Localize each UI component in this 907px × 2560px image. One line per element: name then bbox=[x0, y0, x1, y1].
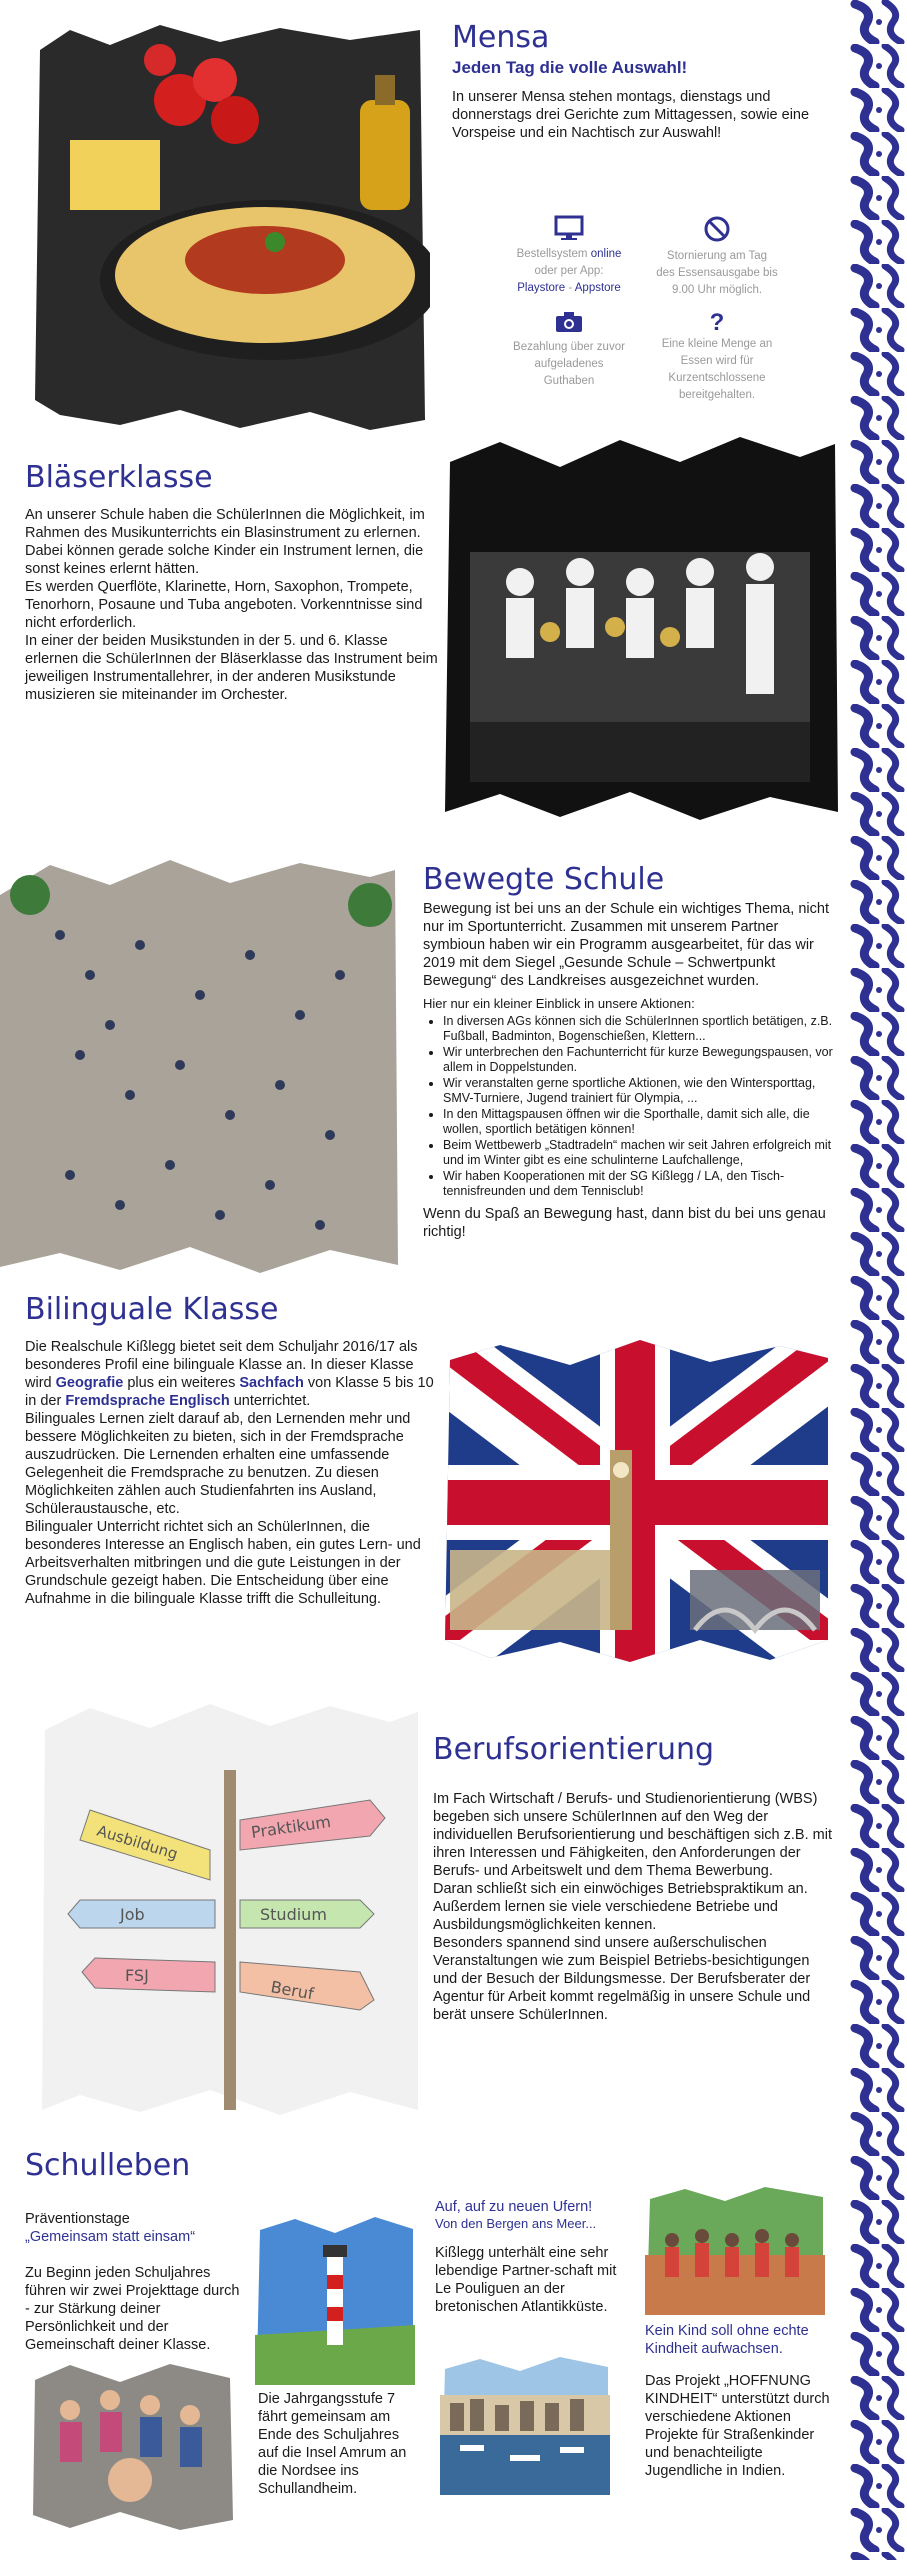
praevention-label: Präventionstage bbox=[25, 2211, 130, 2227]
extra-line3: Kurzentschlossene bbox=[668, 372, 766, 384]
order-line2: oder per App: bbox=[534, 265, 604, 277]
blaeser-p1: An unserer Schule haben die SchülerInnen die Möglichkeit, im Rahmen des Musikunterrichts ein Blasinstrument zu erlernen. Dabei können gerade solche Kinder ein Instrument lernen, die sonst keines erlernt hätten. bbox=[25, 507, 425, 577]
ufer-text: Kißlegg unterhält eine sehr lebendige Partner-schaft mit Le Pouliguen an der bretonischen Atlantikküste. bbox=[435, 2245, 617, 2315]
mensa-feature-extra bbox=[642, 310, 792, 404]
question-icon: ? bbox=[709, 309, 725, 336]
payment-line3: Guthaben bbox=[543, 375, 595, 387]
list-item: • In diversen AGs können sich die SchülerInnen sportlich betätigen, z.B. Fußball, Badminton, Bogenschießen, Klettern... bbox=[443, 1014, 833, 1044]
blaeser-p3: In einer der beiden Musikstunden in der 5. und 6. Klasse erlernen die SchülerInnen der Bläserklasse das Instrument beim jeweiligen Instrumentallehrer, in der anderen Musikstunde musizieren sie miteinander im Orchester. bbox=[25, 633, 438, 703]
praevention-text: Zu Beginn jeden Schuljahres führen wir zwei Projekttage durch - zur Stärkung deiner Persönlichkeit und der Gemeinschaft deiner Klasse. bbox=[25, 2265, 240, 2353]
playstore-link[interactable]: Playstore bbox=[517, 282, 566, 294]
mensa-feature-payment bbox=[494, 310, 644, 390]
bilingual-p1-part: von Klasse 5 bis 10 in der bbox=[25, 1375, 434, 1409]
link-separator: - bbox=[565, 282, 575, 294]
bilingual-p2: Bilinguales Lernen zielt darauf ab, den Lernenden mehr und bessere Möglichkeiten zu bieten, sich in der Fremdsprache auszudrücken. Die Lernenden erhalten eine umfassende Gelegenheit die Fremdsprache zu benutzen. Zu diesen Möglichkeiten zählen auch Studienfahrten ins Ausland, Schüleraustausche, etc. bbox=[25, 1411, 411, 1517]
subject-geography: Geografie bbox=[55, 1375, 124, 1391]
blaeser-title: Bläserklasse bbox=[25, 460, 213, 495]
online-link[interactable]: online bbox=[590, 248, 622, 260]
mensa-feature-cancel bbox=[642, 215, 792, 299]
bewegt-lead: Hier nur ein kleiner Einblick in unsere Aktionen: bbox=[423, 996, 695, 1011]
mensa-food-image bbox=[30, 20, 430, 430]
sign-beruf: Beruf bbox=[269, 1977, 316, 2004]
beruf-text bbox=[433, 1790, 833, 2024]
bewegt-outro: Wenn du Spaß an Bewegung hast, dann bist du bei uns genau richtig! bbox=[423, 1206, 826, 1240]
beruf-title: Berufsorientierung bbox=[433, 1732, 715, 1767]
appstore-link[interactable]: Appstore bbox=[574, 282, 621, 294]
mensa-subtitle: Jeden Tag die volle Auswahl! bbox=[452, 58, 688, 77]
bewegt-text bbox=[423, 900, 833, 1241]
bilingual-p1-part: Die Realschule Kißlegg bietet seit dem Schuljahr 2016/17 als besonderes Profil eine bilinguale Klasse an. In dieser Klasse wird bbox=[25, 1339, 418, 1391]
subject-sachfach: Sachfach bbox=[239, 1375, 304, 1391]
list-item: • Wir veranstalten gerne sportliche Aktionen, wie den Wintersporttag, SMV-Turniere, Jugend trainiert für Olympia, ... bbox=[443, 1076, 833, 1106]
bewegt-intro: Bewegung ist bei uns an der Schule ein wichtiges Thema, nicht nur im Sportunterricht. Zusammen mit unserem Partner symbioun haben wir ein Programm ausgearbeitet, für das wir 2019 mit dem Siegel „Gesunde Schule – Schwertpunkt Bewegung“ des Landkreises ausgezeichnet wurden. bbox=[423, 901, 829, 989]
bewegt-title: Bewegte Schule bbox=[423, 862, 665, 897]
blaeser-p2: Es werden Querflöte, Klarinette, Horn, Saxophon, Trompete, Tenorhorn, Posaune und Tuba angeboten. Vorkenntnisse sind nicht erforderlich. bbox=[25, 579, 423, 631]
camera-icon bbox=[494, 310, 644, 339]
sign-job: Job bbox=[120, 1905, 145, 1924]
order-line1a: Bestellsystem bbox=[516, 248, 591, 260]
uk-flag-london-image bbox=[440, 1340, 830, 1665]
payment-line1: Bezahlung über zuvor bbox=[513, 341, 625, 353]
mensa-feature-order bbox=[494, 215, 644, 297]
crowd-image bbox=[0, 855, 400, 1275]
extra-line4: bereitgehalten. bbox=[678, 389, 756, 401]
extra-line2: Essen wird für bbox=[680, 355, 754, 367]
list-item: • Wir unterbrechen den Fachunterricht für kurze Bewegungspausen, vor allem in Doppelstunden. bbox=[443, 1045, 833, 1075]
bewegt-list bbox=[423, 1014, 833, 1199]
group-hands-image bbox=[30, 2360, 235, 2530]
bilingual-title: Bilinguale Klasse bbox=[25, 1292, 279, 1327]
list-item: • In den Mittagspausen öffnen wir die Sporthalle, damit sich alle, die wollen, sportlich betätigen können! bbox=[443, 1107, 833, 1137]
monitor-icon bbox=[494, 215, 644, 246]
sign-ausbildung: Ausbildung bbox=[94, 1821, 180, 1864]
lighthouse-image bbox=[255, 2215, 415, 2385]
kindheit-block bbox=[645, 2322, 835, 2480]
cancel-line1: Stornierung am Tag bbox=[666, 250, 768, 262]
blaeser-text bbox=[25, 506, 443, 704]
orchestra-image bbox=[440, 432, 840, 822]
beruf-p2: Daran schließt sich ein einwöchiges Betriebspraktikum an. Außerdem lernen sie viele verschiedene Betriebe und Ausbildungsmöglichkeiten kennen. bbox=[433, 1881, 808, 1933]
subject-english: Fremdsprache Englisch bbox=[65, 1393, 230, 1409]
amrum-text: Die Jahrgangsstufe 7 fährt gemeinsam am Ende des Schuljahres auf die Insel Amrum an die Nordsee ins Schullandheim. bbox=[258, 2391, 407, 2497]
extra-line1: Eine kleine Menge an bbox=[661, 338, 773, 350]
india-children-image bbox=[645, 2185, 825, 2315]
cancel-line2: des Essensausgabe bis bbox=[656, 267, 778, 279]
praevention-block bbox=[25, 2210, 240, 2354]
ufer-subtitle: Von den Bergen ans Meer... bbox=[435, 2216, 597, 2231]
bilingual-p1-part: plus ein weiteres bbox=[123, 1375, 240, 1391]
kindheit-text: Das Projekt „HOFFNUNG KINDHEIT“ unterstützt durch verschiedene Aktionen Projekte für Straßenkinder und benachteiligte Jugendliche in Indien. bbox=[645, 2373, 830, 2479]
mensa-title: Mensa bbox=[452, 20, 550, 55]
sign-studium: Studium bbox=[260, 1905, 327, 1924]
cancel-line3: 9.00 Uhr möglich. bbox=[671, 284, 763, 296]
bilingual-p1 bbox=[25, 1338, 443, 1410]
decorative-stripe bbox=[845, 0, 907, 2560]
mensa-text: In unserer Mensa stehen montags, dienstags und donnerstags drei Gerichte zum Mittagessen, sowie eine Vorspeise und ein Nachtisch zur Auswahl! bbox=[452, 89, 810, 141]
signpost-image bbox=[40, 1700, 420, 2120]
harbour-image bbox=[440, 2355, 610, 2495]
schulleben-title: Schulleben bbox=[25, 2148, 191, 2183]
bilingual-p3: Bilingualer Unterricht richtet sich an SchülerInnen, die besonderes Interesse an Englisch haben, ein gutes Lern- und Arbeitsverhalten mitbringen und die gute Leistungen in der Grundschule gezeigt haben. Die Entscheidung über eine Aufnahme in die bilinguale Klasse trifft die Schulleitung. bbox=[25, 1519, 421, 1607]
sign-praktikum: Praktikum bbox=[249, 1811, 333, 1842]
ufer-title: Auf, auf zu neuen Ufern! bbox=[435, 2199, 593, 2215]
kindheit-title: Kein Kind soll ohne echte Kindheit aufwachsen. bbox=[645, 2323, 809, 2357]
praevention-subtitle: „Gemeinsam statt einsam“ bbox=[25, 2229, 196, 2245]
ban-icon bbox=[642, 215, 792, 248]
list-item: • Beim Wettbewerb „Stadtradeln“ machen wir seit Jahren erfolgreich mit und im Winter gibt es eine schulinterne Laufchallenge, bbox=[443, 1138, 833, 1168]
sign-fsj: FSJ bbox=[125, 1966, 149, 1985]
ufer-block bbox=[435, 2198, 625, 2316]
beruf-p1: Im Fach Wirtschaft / Berufs- und Studienorientierung (WBS) begeben sich unsere SchülerInnen auf den Weg der individuellen Berufsorientierung und beschäftigen sich z.B. mit ihren Interessen und Fähigkeiten, den Anforderungen der Berufs- und Arbeitswelt und dem Thema Bewerbung. bbox=[433, 1791, 832, 1879]
payment-line2: aufgeladenes bbox=[534, 358, 604, 370]
bilingual-p1-part: unterrichtet. bbox=[229, 1393, 311, 1409]
list-item: • Wir haben Kooperationen mit der SG Kißlegg / LA, den Tisch-tennisfreunden und dem Tennisclub! bbox=[443, 1169, 833, 1199]
beruf-p3: Besonders spannend sind unsere außerschulischen Veranstaltungen wie zum Beispiel Betriebs-besichtigungen und der Besuch der Bildungsmesse. Der Berufsberater der Agentur für Arbeit kommt regelmäßig in unsere Schule und berät unsere SchülerInnen. bbox=[433, 1935, 811, 2023]
bilingual-text bbox=[25, 1338, 443, 1608]
